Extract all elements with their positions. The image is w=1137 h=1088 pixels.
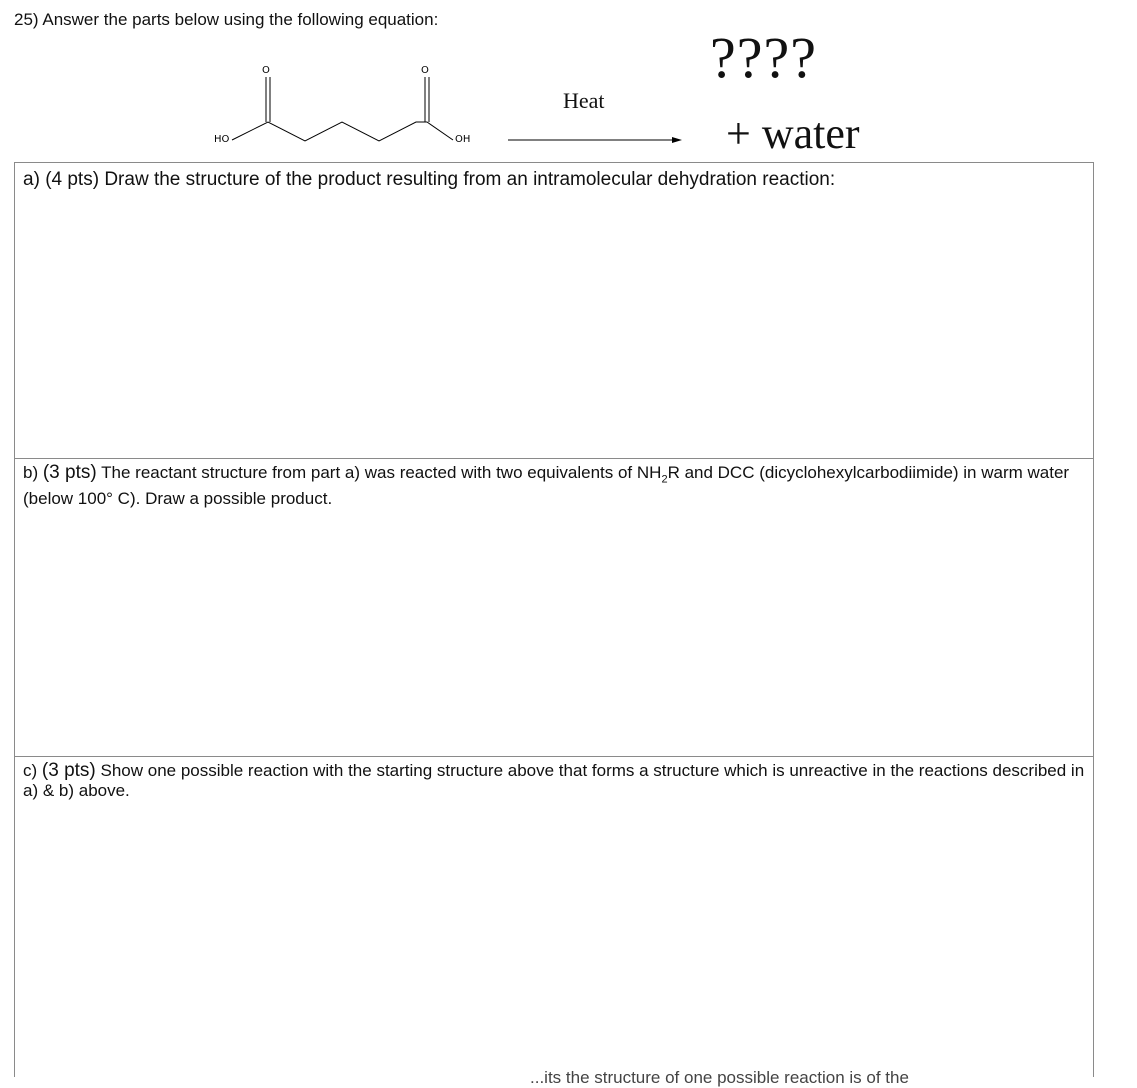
reaction-arrow-head (672, 137, 682, 143)
cutoff-text: ...its the structure of one possible reaction is of the (530, 1068, 909, 1087)
part-c-points: (3 pts) (41, 760, 96, 781)
part-c-text: Show one possible reaction with the starting structure above that forms a structure which is unreactive in the reactions described in a) & b) above. (23, 761, 1085, 800)
reaction-condition: Heat (563, 88, 605, 113)
right-oxygen-label: O (421, 65, 429, 76)
part-c-label: c) (23, 761, 38, 780)
hydroxyl-right-label: OH (455, 134, 471, 145)
left-oxygen-label: O (262, 65, 270, 76)
part-b-subscript: 2 (661, 473, 668, 486)
part-b-text-1: The reactant structure from part a) was reacted with two equivalents of NH (101, 463, 662, 482)
part-b-points: (3 pts) (42, 462, 97, 483)
part-a-text: Draw the structure of the product resulting from an intramolecular dehydration reaction: (104, 169, 836, 190)
part-b-text-2: R and DCC (dicyclohexylcarbodiimide) in warm water (below 100° C). Draw a possible product. (23, 463, 1070, 509)
part-a-prompt (15, 163, 1093, 191)
unknown-product: ???? (710, 25, 817, 90)
part-a-label: a) (23, 169, 40, 190)
carbon-chain (232, 122, 453, 141)
question-header: 25) Answer the parts below using the following equation: (14, 10, 439, 29)
answer-box-a[interactable] (14, 162, 1094, 458)
part-c-prompt (15, 757, 1093, 801)
byproduct-water: + water (726, 109, 860, 158)
part-a-points: (4 pts) (45, 169, 100, 190)
answer-box-c[interactable] (14, 756, 1094, 1077)
answer-box-b[interactable] (14, 458, 1094, 756)
reactant-structure (0, 0, 1137, 165)
reaction-equation (0, 0, 1137, 165)
hydroxyl-left-label: HO (214, 134, 230, 145)
part-b-label: b) (23, 463, 39, 482)
part-b-prompt (15, 459, 1093, 509)
